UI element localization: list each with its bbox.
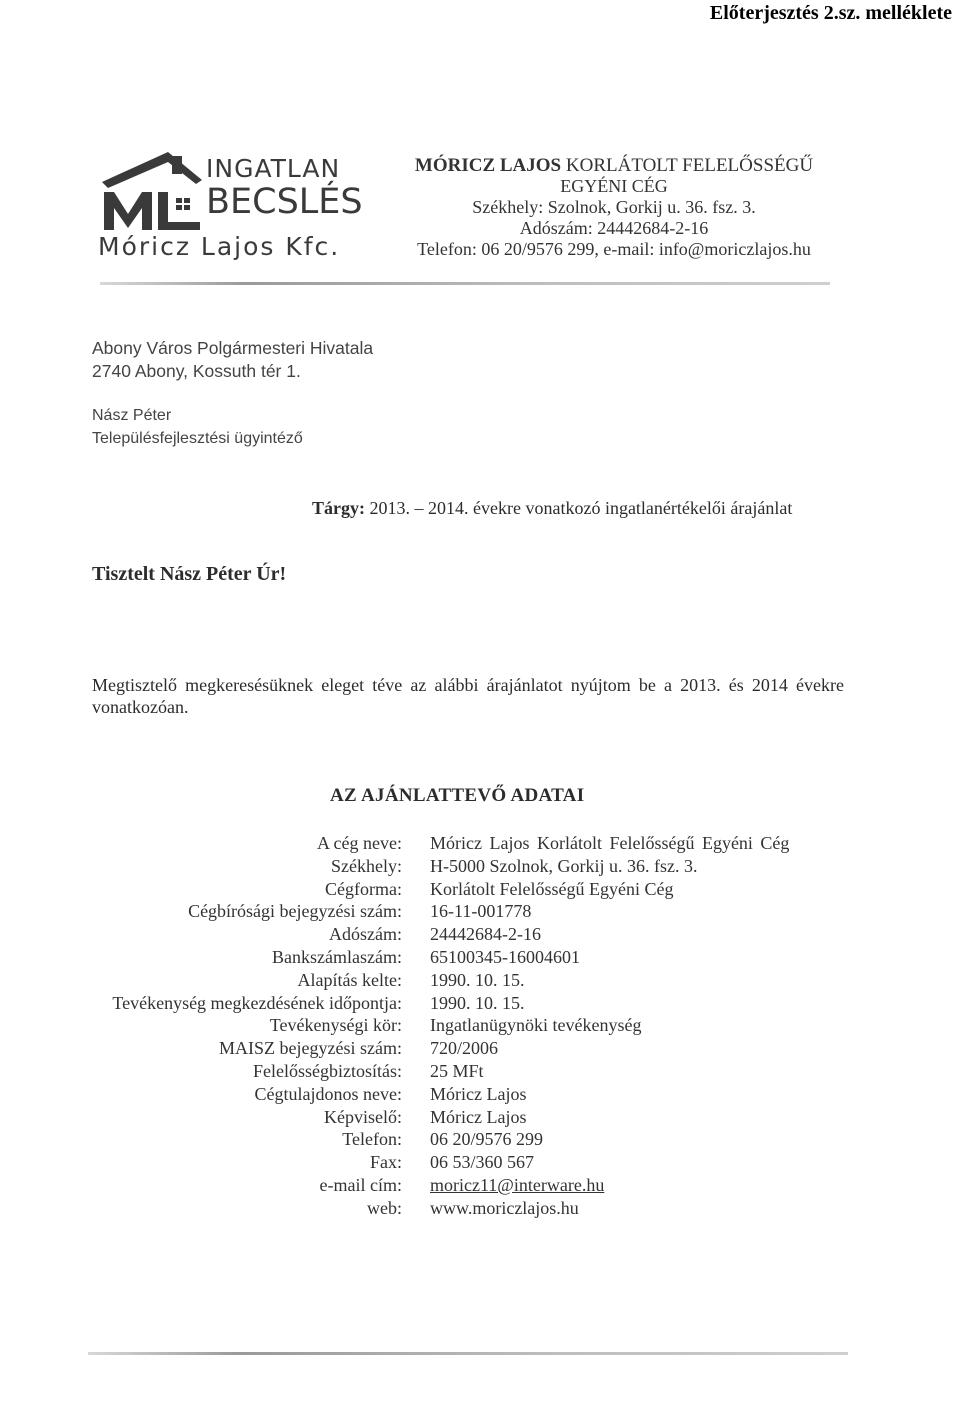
logo-text-line1: INGATLAN <box>206 154 341 183</box>
row-label: Cégbírósági bejegyzési szám: <box>188 901 402 922</box>
table-row <box>90 1106 850 1129</box>
company-name-bold: MÓRICZ LAJOS <box>414 155 562 176</box>
row-value: 25 MFt <box>430 1060 484 1081</box>
header-divider <box>100 282 830 285</box>
company-logo <box>98 150 368 268</box>
row-label: Cégtulajdonos neve: <box>254 1083 402 1104</box>
page-caption: Előterjesztés 2.sz. melléklete <box>709 2 952 24</box>
row-label: Telefon: <box>342 1129 402 1150</box>
logo-text-line3: Móricz Lajos Kfc. <box>98 232 341 261</box>
row-label: web: <box>367 1197 402 1218</box>
table-row <box>90 1128 850 1151</box>
recipient-role: Településfejlesztési ügyintéző <box>92 430 303 447</box>
subject-line <box>312 498 792 519</box>
row-label: e-mail cím: <box>319 1174 402 1195</box>
row-value: 65100345-16004601 <box>430 946 580 967</box>
row-value: 1990. 10. 15. <box>430 969 525 990</box>
table-row <box>90 878 850 901</box>
logo-text-line2: BECSLÉS <box>206 182 363 222</box>
company-name-rest: KORLÁTOLT FELELŐSSÉGŰ <box>561 155 814 176</box>
row-label: Alapítás kelte: <box>297 969 402 990</box>
bidder-data-table <box>90 832 850 1220</box>
table-row <box>90 1014 850 1037</box>
row-label: Tevékenységi kör: <box>269 1015 402 1036</box>
company-tax-number: Adószám: 24442684-2-16 <box>519 218 709 238</box>
row-label: Cégforma: <box>325 878 402 899</box>
table-row <box>90 855 850 878</box>
table-row <box>90 1197 850 1220</box>
table-row <box>90 900 850 923</box>
row-value: H-5000 Szolnok, Gorkij u. 36. fsz. 3. <box>430 855 698 876</box>
row-value: 720/2006 <box>430 1038 499 1059</box>
company-name-line2: EGYÉNI CÉG <box>560 176 668 196</box>
table-row <box>90 969 850 992</box>
row-label: Székhely: <box>331 855 402 876</box>
table-row <box>90 992 850 1015</box>
table-row <box>90 946 850 969</box>
table-row <box>90 1174 850 1197</box>
subject-label: Tárgy: <box>312 498 365 518</box>
letterhead <box>394 155 834 260</box>
subject-text: 2013. – 2014. évekre vonatkozó ingatlanértékelői árajánlat <box>365 498 793 518</box>
row-value: 24442684-2-16 <box>430 924 541 945</box>
row-label: Tevékenység megkezdésének időpontja: <box>112 992 402 1013</box>
row-label: Felelősségbiztosítás: <box>253 1060 402 1081</box>
table-row <box>90 1151 850 1174</box>
table-row <box>90 832 850 855</box>
recipient-office: Abony Város Polgármesteri Hivatala <box>92 338 374 358</box>
row-value: Móricz Lajos Korlátolt Felelősségű Egyéni Cég <box>430 833 790 853</box>
recipient-address: 2740 Abony, Kossuth tér 1. <box>92 361 301 381</box>
row-value: Móricz Lajos <box>430 1106 527 1127</box>
recipient-contact <box>92 404 303 450</box>
row-label: Fax: <box>369 1152 402 1173</box>
row-label: Adószám: <box>329 924 402 945</box>
house-logo-icon <box>98 150 204 232</box>
row-label: Bankszámlaszám: <box>272 946 402 967</box>
row-label: MAISZ bejegyzési szám: <box>219 1038 402 1059</box>
table-row <box>90 1083 850 1106</box>
intro-paragraph: Megtisztelő megkeresésüknek eleget téve az alábbi árajánlatot nyújtom be a 2013. és 2014 évekre vonatkozóan. <box>92 675 844 717</box>
row-value: Ingatlanügynöki tevékenység <box>430 1015 642 1036</box>
row-label: A cég neve: <box>317 833 402 853</box>
company-seat: Székhely: Szolnok, Gorkij u. 36. fsz. 3. <box>472 197 756 217</box>
row-value: 06 53/360 567 <box>430 1152 535 1173</box>
row-value: 1990. 10. 15. <box>430 992 525 1013</box>
table-row <box>90 1060 850 1083</box>
row-label: Képviselő: <box>324 1106 402 1127</box>
recipient-person: Nász Péter <box>92 407 172 424</box>
footer-divider <box>88 1352 848 1355</box>
greeting: Tisztelt Nász Péter Úr! <box>92 563 287 585</box>
company-name <box>394 155 834 176</box>
company-contact: Telefon: 06 20/9576 299, e-mail: info@moriczlajos.hu <box>417 239 811 259</box>
row-value: 16-11-001778 <box>430 901 532 922</box>
table-row <box>90 1037 850 1060</box>
row-value: 06 20/9576 299 <box>430 1129 544 1150</box>
table-row <box>90 923 850 946</box>
recipient-block <box>92 337 373 383</box>
row-value[interactable]: www.moriczlajos.hu <box>430 1197 579 1218</box>
email-link[interactable]: moricz11@interware.hu <box>430 1174 605 1195</box>
section-title: AZ AJÁNLATTEVŐ ADATAI <box>330 785 585 806</box>
row-value: Móricz Lajos <box>430 1083 527 1104</box>
row-value: Korlátolt Felelősségű Egyéni Cég <box>430 878 674 899</box>
